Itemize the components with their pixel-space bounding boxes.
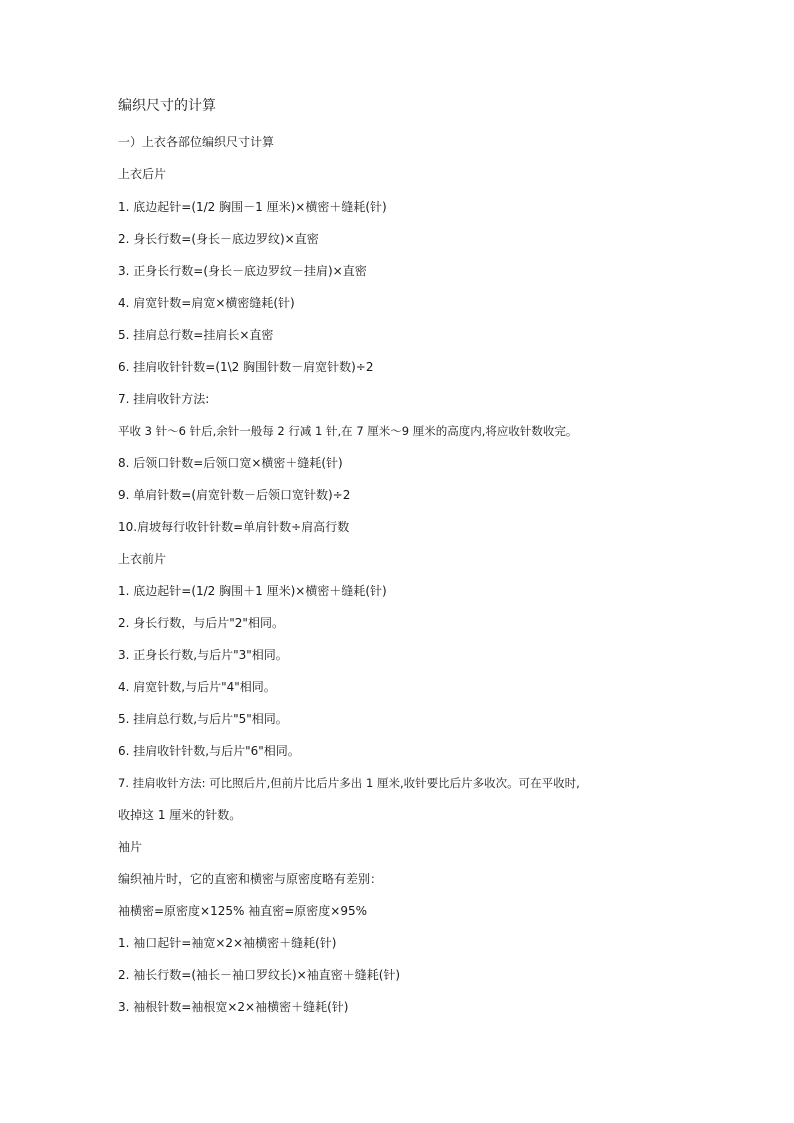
back-piece-item: 2. 身长行数=(身长－底边罗纹)×直密 <box>118 232 319 246</box>
front-piece-item: 5. 挂肩总行数,与后片"5"相同。 <box>118 712 288 726</box>
back-piece-item: 3. 正身长行数=(身长－底边罗纹－挂肩)×直密 <box>118 264 367 278</box>
sleeve-item: 袖横密=原密度×125% 袖直密=原密度×95% <box>118 904 368 918</box>
front-piece-item: 1. 底边起针=(1/2 胸围＋1 厘米)×横密＋缝耗(针) <box>118 584 387 598</box>
back-piece-item: 1. 底边起针=(1/2 胸围－1 厘米)×横密＋缝耗(针) <box>118 200 387 214</box>
back-piece-item: 5. 挂肩总行数=挂肩长×直密 <box>118 328 274 342</box>
document-title: 编织尺寸的计算 <box>118 98 216 114</box>
front-piece-item: 6. 挂肩收针针数,与后片"6"相同。 <box>118 744 300 758</box>
back-piece-item: 9. 单肩针数=(肩宽针数－后领口宽针数)÷2 <box>118 488 351 502</box>
back-piece-item: 8. 后领口针数=后领口宽×横密＋缝耗(针) <box>118 456 343 470</box>
front-piece-item: 2. 身长行数，与后片"2"相同。 <box>118 616 284 630</box>
front-piece-item: 3. 正身长行数,与后片"3"相同。 <box>118 648 288 662</box>
sleeve-item: 1. 袖口起针=袖宽×2×袖横密＋缝耗(针) <box>118 936 337 950</box>
back-piece-item: 7. 挂肩收针方法: <box>118 392 210 406</box>
sleeve-item: 2. 袖长行数=(袖长－袖口罗纹长)×袖直密＋缝耗(针) <box>118 968 401 982</box>
back-piece-item: 平收 3 针～6 针后,余针一般每 2 行减 1 针,在 7 厘米～9 厘米的高度内,将应收针数收完。 <box>118 424 578 438</box>
front-piece-item: 4. 肩宽针数,与后片"4"相同。 <box>118 680 276 694</box>
section-heading: 一）上衣各部位编织尺寸计算 <box>118 135 275 149</box>
back-piece-item: 6. 挂肩收针针数=(1\2 胸围针数－肩宽针数)÷2 <box>118 360 374 374</box>
back-piece-item: 4. 肩宽针数=肩宽×横密缝耗(针) <box>118 296 295 310</box>
sleeve-heading: 袖片 <box>118 840 143 854</box>
front-piece-item: 7. 挂肩收针方法: 可比照后片,但前片比后片多出 1 厘米,收针要比后片多收次。可在平收时, <box>118 776 580 790</box>
sleeve-item: 编织袖片时，它的直密和横密与原密度略有差别： <box>118 872 383 886</box>
front-piece-item: 收掉这 1 厘米的针数。 <box>118 808 242 822</box>
back-piece-item: 10.肩坡每行收针针数=单肩针数÷肩高行数 <box>118 520 350 534</box>
front-piece-heading: 上衣前片 <box>118 552 167 566</box>
back-piece-heading: 上衣后片 <box>118 167 167 181</box>
sleeve-item: 3. 袖根针数=袖根宽×2×袖横密＋缝耗(针) <box>118 1000 349 1014</box>
